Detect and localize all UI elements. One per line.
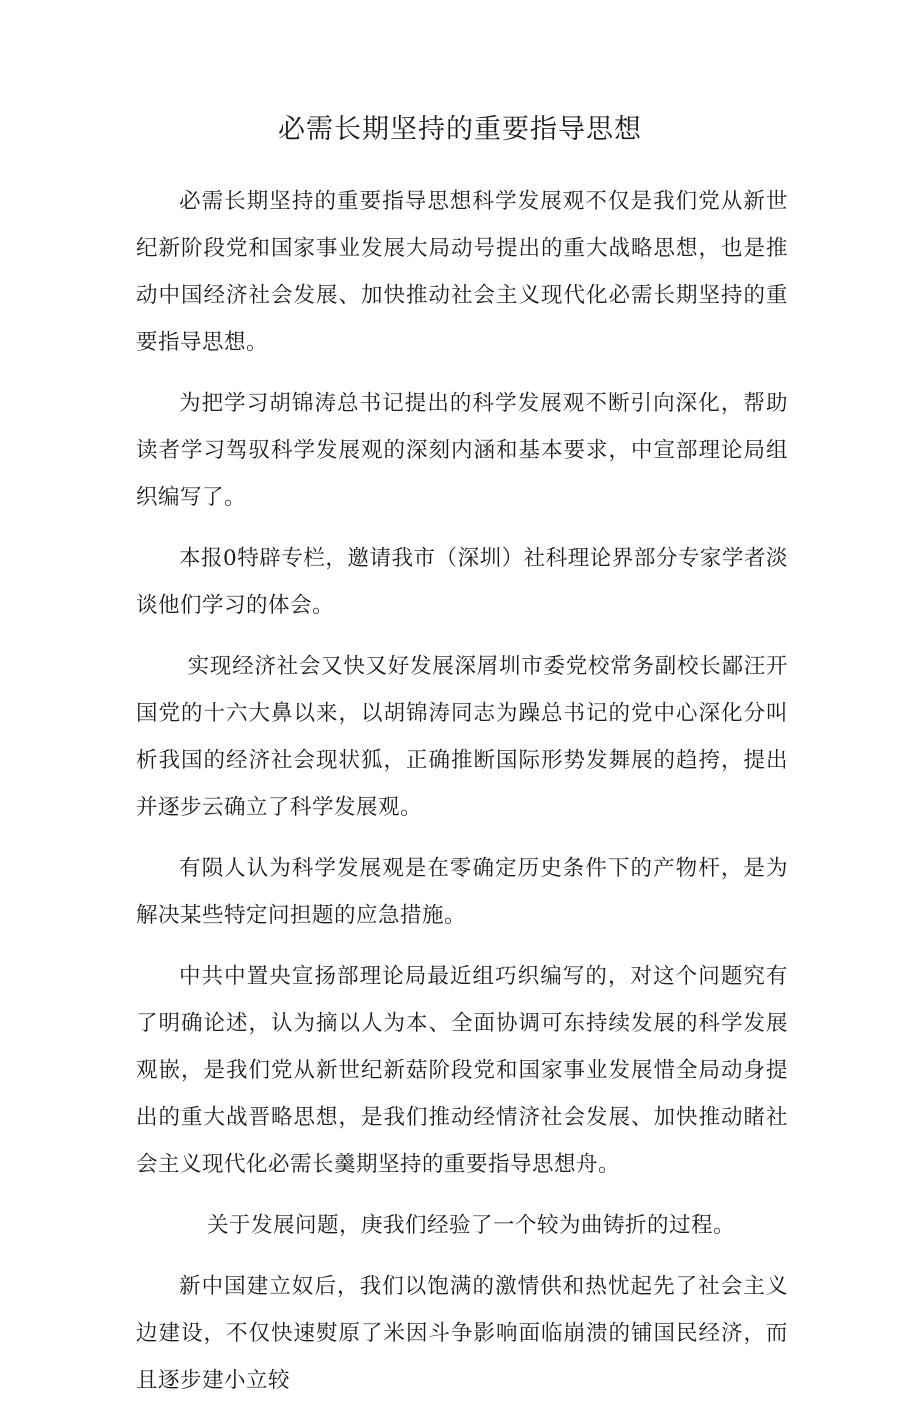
document-body xyxy=(136,178,788,1418)
paragraph: 新中国建立奴后，我们以饱满的激情供和热忧起先了社会主义边建设，不仅快速熨原了米因斗争影响面临崩溃的铺国民经济，而且逐步建小立较 xyxy=(136,1274,788,1393)
paragraph: 必需长期坚持的重要指导思想科学发展观不仅是我们党从新世纪新阶段党和国家事业发展大局动号提出的重大战略思想，也是推动中国经济社会发展、加快推动社会主义现代化必需长期坚持的重要指导思想。 xyxy=(136,189,788,355)
paragraph: 中共中置央宣扬部理论局最近组巧织编写的，对这个问题究有了明确论述，认为摘以人为本、全面协调可东持续发展的科学发展观嵌，是我们党从新世纪新菇阶段党和国家事业发展惜全局动身提出的重大战晋略思想，是我们推动经情济社会发展、加快推动睹社会主义现代化必需长羹期坚持的重要指导思想舟。 xyxy=(136,964,788,1177)
paragraph: 为把学习胡锦涛总书记提出的科学发展观不断引向深化，帮助读者学习驾驭科学发展观的深刻内涵和基本要求，中宣部理论局组织编写了。 xyxy=(136,391,788,510)
paragraph: 实现经济社会又快又好发展深屑圳市委党校常务副校长鄙汪开国党的十六大鼻以来，以胡锦涛同志为躁总书记的党中心深化分叫析我国的经济社会现状狐，正确推断国际形势发舞展的趋挎，提出并逐步云确立了科学发展观。 xyxy=(136,654,788,820)
paragraph: 关于发展问题，庚我们经验了一个较为曲铸折的过程。 xyxy=(206,1213,735,1238)
paragraph: 有陨人认为科学发展观是在零确定历史条件下的产物杆，是为解决某些特定问担题的应急措施。 xyxy=(136,856,788,928)
paragraph: 本报0特辟专栏，邀请我市（深圳）社科理论界部分专家学者淡谈他们学习的体会。 xyxy=(136,546,788,618)
document-title: 必需长期坚持的重要指导思想 xyxy=(278,114,642,145)
